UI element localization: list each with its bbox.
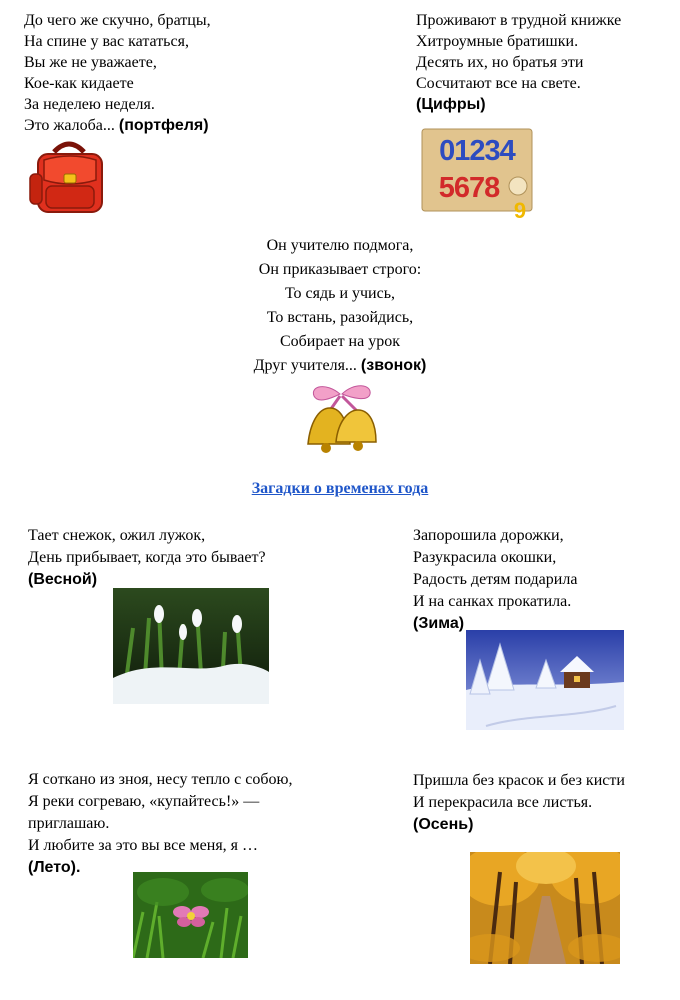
riddle-line: За неделею неделя. <box>24 96 155 113</box>
digits-row-2: 5678 <box>438 172 500 204</box>
digits-board-image <box>420 126 538 220</box>
digit-nine: 9 <box>513 198 527 220</box>
riddle-line: Тает снежок, ожил лужок, <box>28 527 206 544</box>
riddle-line: Он учителю подмога, <box>266 237 414 254</box>
riddle-line: И любите за это вы все меня, я … <box>28 837 259 854</box>
riddle-line: Разукрасила окошки, <box>413 549 557 566</box>
riddle-line: На спине у вас кататься, <box>24 33 189 50</box>
riddle-line: Хитроумные братишки. <box>416 33 579 50</box>
backpack-image <box>24 134 114 216</box>
summer-image <box>133 872 248 958</box>
riddle-zima <box>413 525 577 635</box>
riddle-line: приглашаю. <box>28 815 110 832</box>
riddle-answer: (портфеля) <box>118 117 209 134</box>
riddle-leto <box>28 769 292 879</box>
riddle-answer: (звонок) <box>360 357 427 374</box>
riddle-answer: (Цифры) <box>416 96 486 113</box>
riddle-line: И на санках прокатила. <box>413 593 572 610</box>
riddle-line: Он приказывает строго: <box>258 261 422 278</box>
riddle-line: Радость детям подарила <box>413 571 578 588</box>
riddle-line: Проживают в трудной книжке <box>416 12 622 29</box>
riddle-answer: (Осень) <box>413 816 474 833</box>
section-heading[interactable]: Загадки о временах года <box>251 480 429 497</box>
riddle-cifry <box>416 10 621 115</box>
riddle-line: Кое-как кидаете <box>24 75 134 92</box>
riddle-line: Сосчитают все на свете. <box>416 75 581 92</box>
riddle-line: И перекрасила все листья. <box>413 794 593 811</box>
digits-row-1: 01234 <box>439 135 515 167</box>
snowdrops-image <box>113 588 269 704</box>
riddle-line: Запорошила дорожки, <box>413 527 564 544</box>
riddle-portfel <box>24 10 211 136</box>
bell-image <box>296 380 386 456</box>
riddle-answer: (Весной) <box>28 571 98 588</box>
riddle-line: Пришла без красок и без кисти <box>413 772 625 789</box>
riddle-line: Это жалоба... <box>24 117 115 134</box>
riddle-line: Собирает на урок <box>279 333 400 350</box>
riddle-answer: (Зима) <box>413 615 465 632</box>
riddle-line: До чего же скучно, братцы, <box>24 12 211 29</box>
riddle-line: Десять их, но братья эти <box>416 54 584 71</box>
riddle-line: То встань, разойдись, <box>266 309 414 326</box>
riddle-line: Друг учителя... <box>253 357 357 374</box>
riddle-line: То сядь и учись, <box>284 285 396 302</box>
riddle-osen <box>413 770 625 836</box>
riddle-answer: (Лето). <box>28 859 81 876</box>
riddle-line: Я соткано из зноя, несу тепло с собою, <box>28 771 293 788</box>
riddle-line: Вы же не уважаете, <box>24 54 157 71</box>
autumn-image <box>470 852 620 964</box>
riddle-vesna <box>28 525 266 591</box>
winter-image <box>466 630 624 730</box>
riddle-line: День прибывает, когда это бывает? <box>28 549 266 566</box>
riddle-zvonok <box>0 234 680 378</box>
riddle-line: Я реки согреваю, «купайтесь!» — <box>28 793 260 810</box>
